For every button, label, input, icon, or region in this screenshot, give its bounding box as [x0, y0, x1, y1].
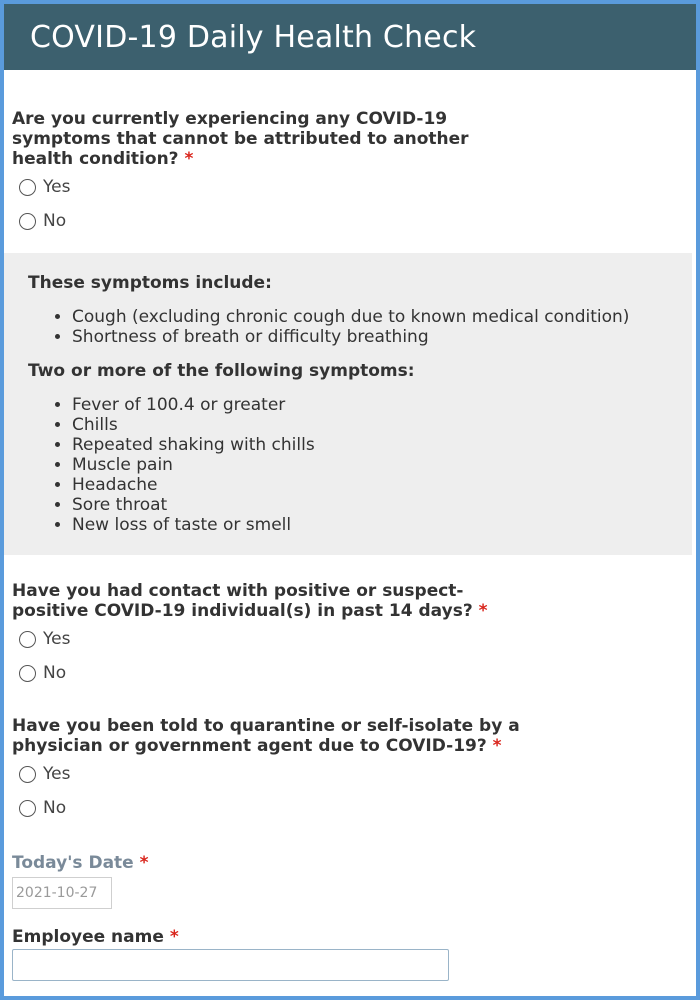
- list-item: • Fever of 100.4 or greater: [72, 395, 672, 415]
- radio-circle-icon[interactable]: [19, 766, 36, 783]
- required-mark: *: [492, 736, 502, 756]
- radio-label: Yes: [43, 764, 71, 784]
- radio-label: No: [43, 663, 67, 683]
- question-text: Are you currently experiencing any COVID-19 symptoms that cannot be attributed to another health condition?: [12, 109, 469, 169]
- radio-circle-icon[interactable]: [19, 179, 36, 196]
- radio-circle-icon[interactable]: [19, 800, 36, 817]
- radio-yes[interactable]: [12, 622, 688, 656]
- name-label-text: Employee name: [12, 927, 164, 947]
- radio-circle-icon[interactable]: [19, 665, 36, 682]
- radio-label: No: [43, 798, 67, 818]
- symptom-list: [28, 395, 672, 535]
- list-item: • Sore throat: [72, 495, 672, 515]
- radio-circle-icon[interactable]: [19, 213, 36, 230]
- form-title: COVID-19 Daily Health Check: [30, 19, 477, 55]
- date-field-group: [4, 853, 696, 909]
- info-heading: These symptoms include:: [28, 273, 272, 293]
- list-item: • Chills: [72, 415, 672, 435]
- question-symptoms: [4, 109, 696, 238]
- question-label: [12, 716, 532, 756]
- name-label: [12, 927, 688, 947]
- symptoms-info-panel: [4, 253, 692, 555]
- question-label: [12, 581, 532, 621]
- radio-label: No: [43, 211, 67, 231]
- question-label: [12, 109, 532, 169]
- info-heading: Two or more of the following symptoms:: [28, 361, 415, 381]
- list-item: • Repeated shaking with chills: [72, 435, 672, 455]
- date-label-text: Today's Date: [12, 853, 134, 873]
- required-mark: *: [184, 149, 194, 169]
- required-mark: *: [139, 853, 149, 873]
- radio-yes[interactable]: [12, 757, 688, 791]
- list-item: • Headache: [72, 475, 672, 495]
- radio-circle-icon[interactable]: [19, 631, 36, 648]
- question-quarantine: [4, 716, 696, 825]
- list-item: • Cough (excluding chronic cough due to known medical condition): [72, 307, 672, 327]
- list-item: • Muscle pain: [72, 455, 672, 475]
- radio-no[interactable]: [12, 791, 688, 825]
- name-field-group: [4, 927, 696, 981]
- list-item: • Shortness of breath or difficulty breathing: [72, 327, 672, 347]
- radio-no[interactable]: [12, 656, 688, 690]
- required-mark: *: [169, 927, 179, 947]
- radio-yes[interactable]: [12, 170, 688, 204]
- radio-label: Yes: [43, 629, 71, 649]
- symptom-list: [28, 307, 672, 347]
- radio-label: Yes: [43, 177, 71, 197]
- required-mark: *: [478, 601, 488, 621]
- employee-name-input[interactable]: [12, 949, 449, 981]
- list-item: • New loss of taste or smell: [72, 515, 672, 535]
- date-input[interactable]: [12, 877, 112, 909]
- date-label: [12, 853, 688, 873]
- question-text: Have you been told to quarantine or self-isolate by a physician or government agent due to COVID-19?: [12, 716, 520, 756]
- form-header: [4, 4, 696, 70]
- question-contact: [4, 581, 696, 690]
- radio-no[interactable]: [12, 204, 688, 238]
- question-text: Have you had contact with positive or suspect-positive COVID-19 individual(s) in past 14 days?: [12, 581, 473, 621]
